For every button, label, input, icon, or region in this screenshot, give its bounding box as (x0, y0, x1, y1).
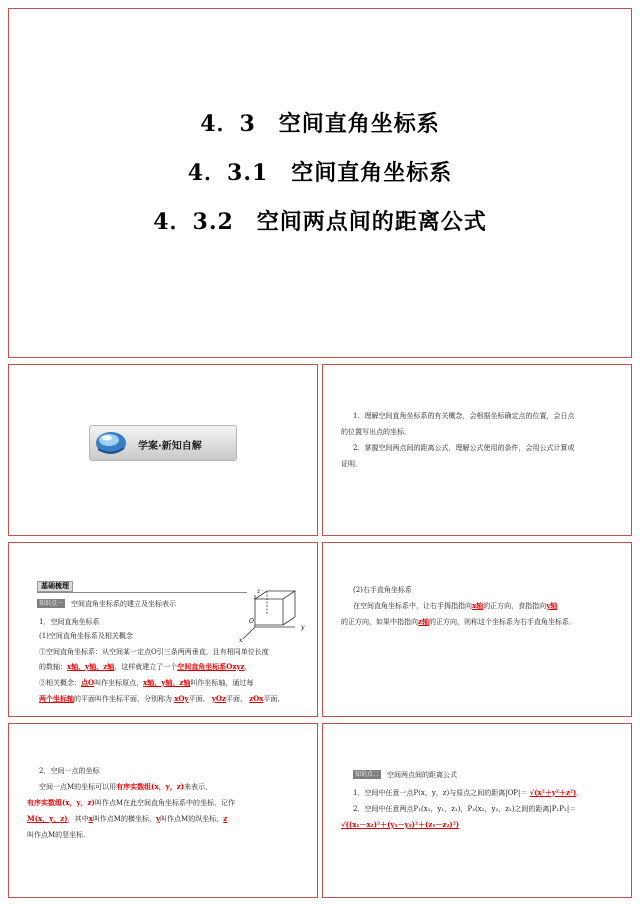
definition-line-d: 两个坐标轴的平面叫作坐标平面，分别称为 xOy平面、 yOz平面、 zOx平面． (39, 694, 285, 703)
cube-diagram (237, 585, 309, 643)
slide-right-hand-system (322, 542, 632, 717)
point-coord-line-1: 空间一点M的坐标可以用有序实数组(x，y，z)来表示， (39, 782, 213, 791)
subsection-title: (2)右手直角坐标系 (353, 586, 412, 594)
item-1-1: (1)空间直角坐标系及相关概念 (39, 632, 133, 640)
slide-coordinate-system (8, 542, 318, 717)
mouse-icon (94, 429, 128, 457)
knowledge-chip-2: 知识点二 (355, 771, 380, 778)
distance-line-2: 2．空间中任意两点P₁(x₁，y₁，z₁)，P₂(x₂，y₂，z₂)之间的距离|P₁P₂|＝ (353, 805, 577, 813)
distance-line-3: √((x₁－x₂)²＋(y₁－y₂)²＋(z₁－z₂)²) (341, 820, 460, 829)
slide-objectives (322, 364, 632, 536)
axis-y-label: y (301, 624, 305, 631)
objective-2b: 证明． (341, 460, 362, 468)
slide-study-badge (8, 364, 318, 536)
right-hand-line-1: 在空间直角坐标系中，让右手拇指指向x轴的正方向，食指指向y轴 (353, 601, 558, 610)
header-rule (37, 592, 247, 593)
point-coord-title: 2．空间一点的坐标 (39, 767, 100, 775)
slide-point-coordinates (8, 723, 318, 898)
slide-distance-formula (322, 723, 632, 898)
objective-1a: 1．理解空间直角坐标系的有关概念，会根据坐标确定点的位置，会日点 (353, 412, 575, 420)
definition-line-a: ①空间直角坐标系：从空间某一定点O引三条两两垂直，且有相同单位长度 (39, 648, 269, 656)
knowledge-title-2: 空间两点间的距离公式 (387, 771, 457, 779)
distance-line-1: 1．空间中任意一点P(x，y，z)与原点之间的距离|OP|＝ √(x²＋y²＋z²)． (353, 788, 584, 797)
item-1: 1．空间直角坐标系 (39, 618, 100, 626)
definition-line-c: ②相关概念：点O叫作坐标原点，x轴、y轴、z轴叫作坐标轴，通过每 (39, 678, 254, 687)
point-coord-line-3: M(x，y，z)，其中x叫作点M的横坐标，y叫作点M的纵坐标，z (27, 814, 228, 823)
objective-1b: 的位置写出点的坐标． (341, 428, 411, 436)
study-badge-button[interactable] (89, 425, 237, 461)
point-coord-line-4: 叫作点M的竖坐标． (27, 831, 91, 839)
section-header: 基础梳理 (37, 581, 73, 592)
definition-line-b: 的数轴：x轴、y轴、z轴，这样就建立了一个空间直角坐标系Oxyz． (39, 662, 252, 671)
knowledge-title: 空间直角坐标系的建立及坐标表示 (71, 600, 176, 608)
title-line-2: 4．3.1 空间直角坐标系 (187, 160, 453, 186)
point-coord-line-2: 有序实数组(x，y，z)叫作点M在此空间直角坐标系中的坐标，记作 (27, 798, 236, 807)
origin-label: O (249, 618, 254, 625)
title-slide (8, 8, 632, 358)
axis-z-label: z (257, 588, 261, 595)
axis-x-label: x (239, 637, 243, 643)
right-hand-line-2: 的正方向，如果中指指向z轴的正方向，则称这个坐标系为右手直角坐标系． (341, 617, 576, 626)
badge-label: 学案·新知自解 (138, 441, 202, 452)
knowledge-chip: 知识点一 (39, 600, 64, 607)
title-line-1: 4．3 空间直角坐标系 (200, 111, 440, 137)
title-line-3: 4．3.2 空间两点间的距离公式 (153, 209, 487, 235)
objective-2a: 2．掌握空间两点间的距离公式，理解公式使用的条件，会用公式计算或 (353, 444, 575, 452)
